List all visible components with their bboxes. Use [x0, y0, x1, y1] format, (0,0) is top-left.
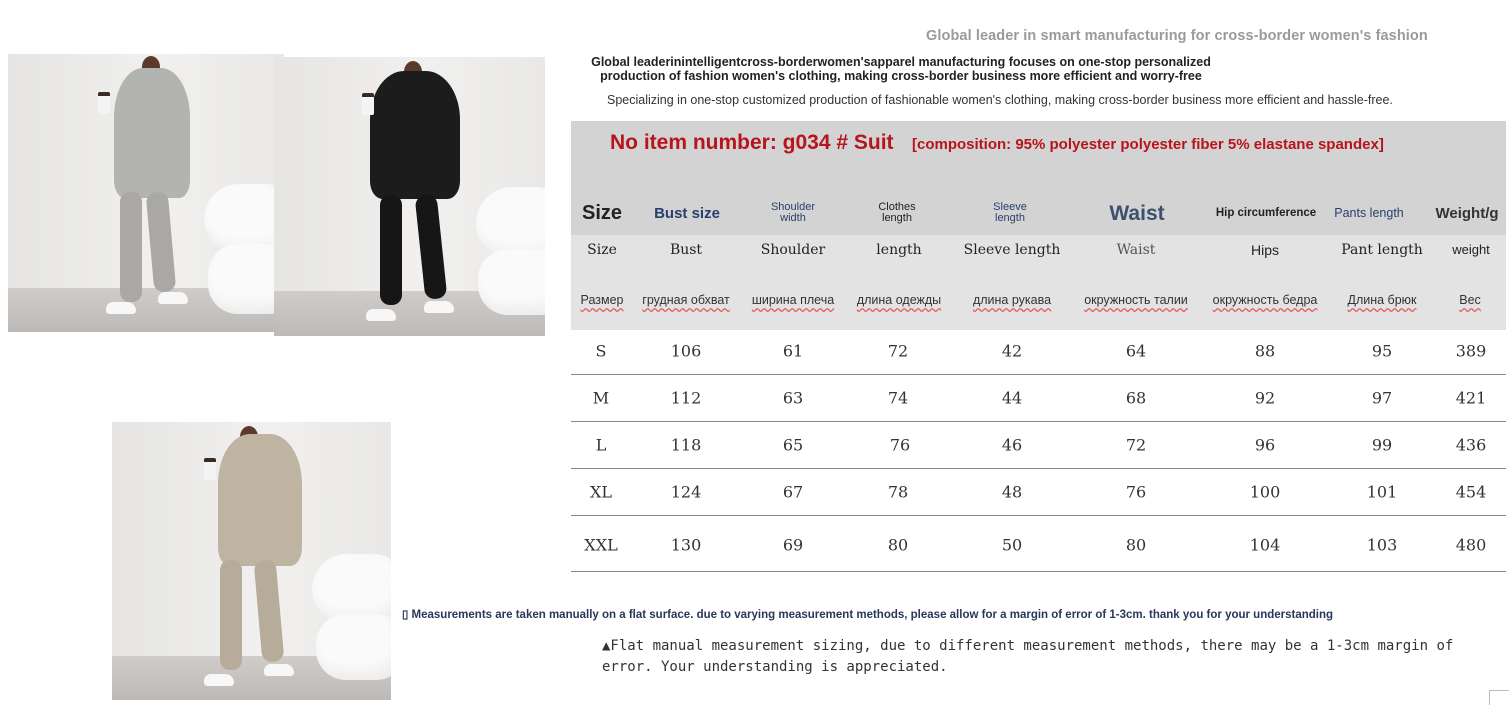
cell-length: 78	[887, 482, 909, 501]
product-photo-gray	[8, 54, 284, 332]
header3-waist: окружность талии	[1084, 293, 1188, 307]
cell-shoulder: 65	[782, 435, 804, 454]
cell-bust: 112	[670, 388, 702, 407]
cell-length: 72	[887, 341, 909, 360]
header3-bust: грудная обхват	[642, 293, 730, 307]
cell-waist: 64	[1125, 341, 1147, 360]
cell-hips: 96	[1254, 435, 1276, 454]
cell-shoulder: 61	[782, 341, 804, 360]
header3-shoulder: ширина плеча	[751, 293, 835, 307]
header-shoulder: Shoulder width	[770, 201, 816, 224]
cell-waist: 80	[1125, 535, 1147, 555]
header-waist: Waist	[1109, 201, 1165, 225]
header-size: Size	[581, 201, 623, 224]
cell-waist: 76	[1125, 482, 1147, 501]
measurement-note: ▲Flat manual measurement sizing, due to different measurement methods, there may be a 1-3cm margin of error. Your understanding is appreciated.	[602, 638, 1454, 675]
cell-shoulder: 63	[782, 388, 804, 407]
header2-pant-length: Pant length	[1341, 242, 1423, 258]
header2-sleeve: Sleeve length	[963, 242, 1061, 258]
cell-hips: 88	[1254, 341, 1276, 360]
sweater-top	[114, 68, 190, 198]
cell-sleeve: 48	[1001, 482, 1023, 501]
table-row	[571, 327, 1506, 375]
cell-weight: 480	[1455, 535, 1487, 555]
cell-sleeve: 42	[1001, 341, 1023, 360]
cell-size: XL	[589, 482, 613, 501]
brand-tagline: Global leader in smart manufacturing for cross-border women's fashion	[926, 28, 1428, 44]
intro-line-2: production of fashion women's clothing, making cross-border business more efficient and worry-free	[600, 69, 1202, 83]
header2-length: length	[876, 242, 922, 258]
measurement-note-small: ▯ Measurements are taken manually on a flat surface. due to varying measurement methods, please allow for a margin of error of 1-3cm. thank you for your understanding	[402, 609, 1334, 621]
header3-size: Размер	[580, 293, 624, 307]
header2-weight: weight	[1452, 242, 1490, 257]
cell-hips: 92	[1254, 388, 1276, 407]
table-row	[571, 421, 1506, 469]
cell-bust: 106	[670, 341, 702, 360]
cell-shoulder: 69	[782, 535, 804, 555]
cell-bust: 124	[670, 482, 702, 501]
header-clothes-length: Clothes length	[878, 201, 916, 224]
cell-pant-length: 95	[1371, 341, 1393, 360]
cell-length: 76	[889, 435, 911, 454]
cell-weight: 389	[1455, 341, 1487, 360]
sweater-top	[370, 71, 460, 199]
table-row	[571, 519, 1506, 572]
header3-hips: окружность бедра	[1212, 293, 1318, 307]
cell-size: S	[595, 341, 607, 360]
cell-length: 80	[887, 535, 909, 555]
cell-pant-length: 97	[1371, 388, 1393, 407]
cell-pant-length: 101	[1366, 482, 1398, 501]
cell-waist: 72	[1125, 435, 1147, 454]
cell-shoulder: 67	[782, 482, 804, 501]
cell-bust: 118	[670, 435, 702, 454]
cell-hips: 104	[1249, 535, 1281, 555]
cell-size: M	[592, 388, 610, 407]
header2-size: Size	[587, 242, 617, 258]
cell-sleeve: 46	[1001, 435, 1023, 454]
cell-weight: 436	[1455, 435, 1487, 454]
item-composition: [composition: 95% polyester polyester fiber 5% elastane spandex]	[912, 136, 1384, 153]
cell-hips: 100	[1249, 482, 1281, 501]
cell-pant-length: 99	[1371, 435, 1393, 454]
sweater-top	[218, 434, 302, 566]
cell-size: XXL	[584, 535, 618, 555]
cell-size: L	[595, 435, 607, 454]
cell-waist: 68	[1125, 388, 1147, 407]
product-photo-black	[274, 57, 545, 336]
cell-bust: 130	[670, 535, 702, 555]
corner-mark	[1489, 690, 1509, 705]
product-photo-khaki	[112, 422, 391, 700]
intro-line-1: Global leaderinintelligentcross-borderwomen'sapparel manufacturing focuses on one-stop personalized	[591, 55, 1211, 69]
header-hip: Hip circumference	[1215, 206, 1317, 219]
header2-hips: Hips	[1250, 242, 1280, 258]
header-sleeve: Sleeve length	[993, 201, 1027, 224]
intro-secondary: Specializing in one-stop customized production of fashionable women's clothing, making cross-border business more efficient and hassle-free.	[607, 93, 1393, 107]
header-pants-length: Pants length	[1334, 205, 1404, 220]
cell-sleeve: 44	[1001, 388, 1023, 407]
header2-bust: Bust	[669, 242, 703, 258]
header-weight: Weight/g	[1435, 204, 1499, 222]
header3-weight: Вес	[1459, 293, 1481, 307]
header3-length: длина одежды	[856, 293, 942, 307]
header2-shoulder: Shoulder	[760, 242, 826, 258]
intro-text	[567, 55, 1235, 83]
table-row	[571, 374, 1506, 422]
header-bust: Bust size	[654, 204, 720, 222]
header2-waist: Waist	[1116, 242, 1156, 258]
header3-pant-length: Длина брюк	[1347, 293, 1417, 307]
header3-sleeve: длина рукава	[972, 293, 1052, 307]
table-row	[571, 468, 1506, 516]
cell-sleeve: 50	[1001, 535, 1023, 555]
cell-pant-length: 103	[1366, 535, 1398, 555]
cell-weight: 421	[1455, 388, 1487, 407]
cell-length: 74	[887, 388, 909, 407]
item-number-title: No item number: g034 # Suit	[610, 131, 894, 154]
cell-weight: 454	[1455, 482, 1487, 501]
